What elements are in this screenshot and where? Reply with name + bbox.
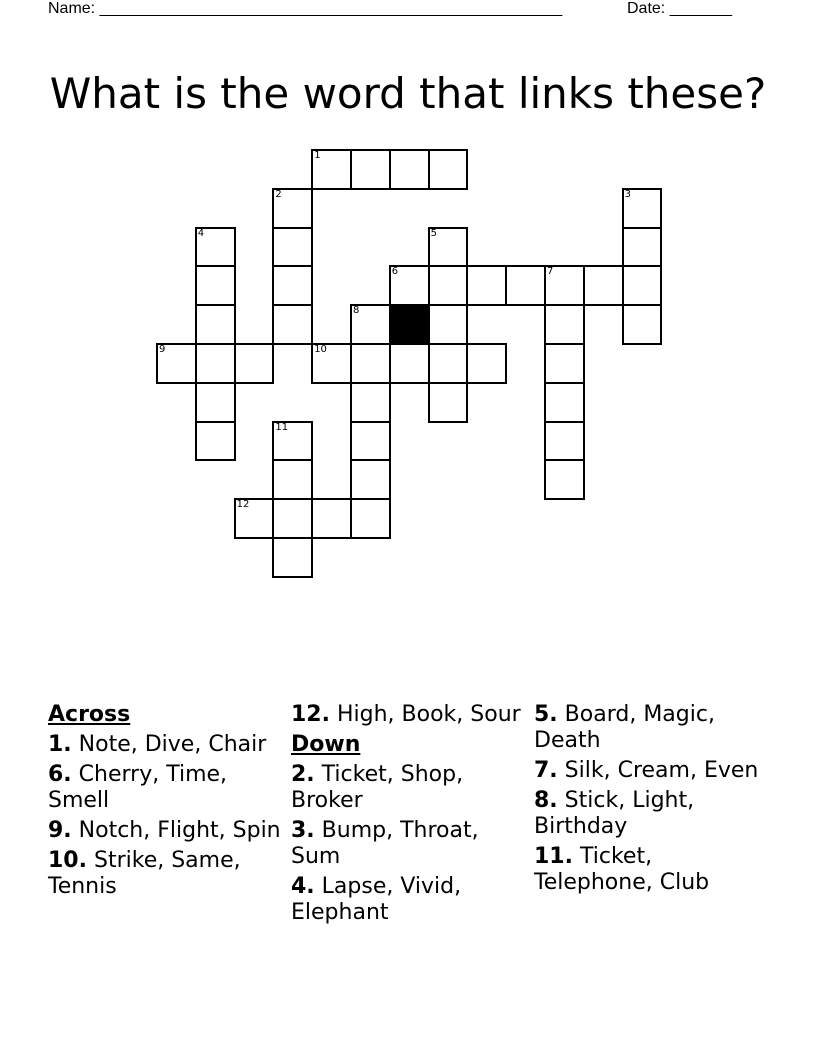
grid-cell-number: 4 [197, 227, 205, 239]
clue-column-2 [291, 702, 527, 930]
grid-cell[interactable] [505, 265, 546, 306]
grid-cell[interactable] [389, 149, 430, 190]
grid-cell[interactable] [195, 382, 236, 423]
grid-cell[interactable] [350, 421, 391, 462]
clue-text: High, Book, Sour [336, 702, 521, 727]
grid-cell[interactable] [622, 265, 663, 306]
clue-number: 5. [534, 702, 558, 727]
clue-number: 6. [48, 762, 72, 787]
grid-cell[interactable] [195, 227, 236, 268]
clue-number: 2. [291, 762, 315, 787]
grid-cell-number: 5 [430, 227, 437, 239]
clue-number: 8. [534, 788, 558, 813]
across-heading: Across [48, 702, 131, 727]
down-clue-11 [534, 844, 770, 896]
grid-cell[interactable] [622, 227, 663, 268]
grid-cell[interactable] [428, 227, 469, 268]
grid-cell[interactable] [544, 265, 585, 306]
clue-text: Silk, Cream, Even [564, 758, 759, 783]
grid-cell[interactable] [544, 304, 585, 345]
grid-cell[interactable] [583, 265, 624, 306]
down-clue-2 [291, 762, 527, 814]
across-clue-12 [291, 702, 527, 728]
clue-number: 7. [534, 758, 558, 783]
clue-text: Stick, Light, Birthday [534, 788, 695, 839]
down-clue-4 [291, 874, 527, 926]
page-title: What is the word that links these? [49, 69, 767, 119]
grid-cell[interactable] [272, 498, 313, 539]
grid-cell[interactable] [350, 459, 391, 500]
grid-cell-number: 2 [275, 188, 282, 200]
grid-cell-number: 3 [624, 188, 631, 200]
grid-cell-blocked [389, 304, 430, 345]
grid-cell[interactable] [272, 537, 313, 578]
name-field-label: Name: ____________________________________________________ [48, 0, 563, 17]
grid-cell[interactable] [428, 265, 469, 306]
grid-cell[interactable] [195, 343, 236, 384]
grid-cell[interactable] [544, 421, 585, 462]
clue-text: Ticket, Telephone, Club [534, 844, 710, 895]
down-clue-3 [291, 818, 527, 870]
grid-cell-number: 10 [314, 344, 327, 355]
down-clue-5 [534, 702, 770, 754]
grid-cell[interactable] [544, 459, 585, 500]
grid-cell-number: 12 [236, 499, 250, 511]
grid-cell[interactable] [272, 421, 313, 462]
across-clue-1 [48, 732, 284, 758]
grid-cell-number: 11 [275, 421, 289, 433]
down-heading: Down [291, 732, 361, 757]
across-clue-6 [48, 762, 284, 814]
grid-cell[interactable] [311, 498, 352, 539]
grid-cell[interactable] [544, 343, 585, 384]
clue-text: Note, Dive, Chair [78, 732, 267, 757]
across-clue-10 [48, 848, 284, 900]
grid-cell-number: 8 [353, 305, 360, 317]
clue-text: Strike, Same, Tennis [48, 848, 241, 899]
clue-number: 12. [291, 702, 330, 727]
clue-text: Bump, Throat, Sum [291, 818, 479, 869]
grid-cell[interactable] [428, 149, 469, 190]
grid-cell[interactable] [272, 265, 313, 306]
grid-cell[interactable] [311, 149, 352, 190]
grid-cell-number: 1 [314, 150, 321, 161]
clue-text: Ticket, Shop, Broker [291, 762, 464, 813]
grid-cell[interactable] [622, 188, 663, 229]
grid-cell[interactable] [195, 421, 236, 462]
clue-number: 9. [48, 818, 72, 843]
grid-cell[interactable] [389, 265, 430, 306]
clue-number: 10. [48, 848, 87, 873]
grid-cell[interactable] [195, 304, 236, 345]
clue-text: Board, Magic, Death [534, 702, 715, 753]
grid-cell[interactable] [350, 304, 391, 345]
clue-text: Notch, Flight, Spin [78, 818, 281, 843]
across-clue-9 [48, 818, 284, 844]
grid-cell[interactable] [350, 382, 391, 423]
grid-cell[interactable] [350, 343, 391, 384]
down-clue-7 [534, 758, 770, 784]
grid-cell[interactable] [234, 343, 275, 384]
grid-cell[interactable] [311, 343, 352, 384]
grid-cell[interactable] [428, 343, 469, 384]
grid-cell[interactable] [350, 498, 391, 539]
clue-text: Lapse, Vivid, Elephant [291, 874, 462, 925]
grid-cell-number: 7 [547, 266, 554, 278]
grid-cell[interactable] [622, 304, 663, 345]
grid-cell[interactable] [544, 382, 585, 423]
date-field-label: Date: _______ [627, 0, 732, 17]
grid-cell[interactable] [272, 459, 313, 500]
grid-cell-number: 6 [391, 266, 399, 278]
clue-number: 11. [534, 844, 573, 869]
grid-cell[interactable] [466, 265, 507, 306]
clue-column-3 [534, 702, 770, 900]
grid-cell[interactable] [350, 149, 391, 190]
down-clue-8 [534, 788, 770, 840]
grid-cell-number: 9 [159, 344, 166, 355]
grid-cell[interactable] [272, 304, 313, 345]
grid-cell[interactable] [389, 343, 430, 384]
grid-cell[interactable] [428, 304, 469, 345]
grid-cell[interactable] [195, 265, 236, 306]
clue-number: 3. [291, 818, 315, 843]
grid-cell[interactable] [234, 498, 275, 539]
grid-cell[interactable] [466, 343, 507, 384]
grid-cell[interactable] [428, 382, 469, 423]
grid-cell[interactable] [272, 227, 313, 268]
grid-cell[interactable] [272, 188, 313, 229]
clue-number: 1. [48, 732, 72, 757]
grid-cell[interactable] [156, 343, 197, 384]
clue-column-1 [48, 702, 284, 904]
clue-number: 4. [291, 874, 315, 899]
clue-text: Cherry, Time, Smell [48, 762, 228, 813]
